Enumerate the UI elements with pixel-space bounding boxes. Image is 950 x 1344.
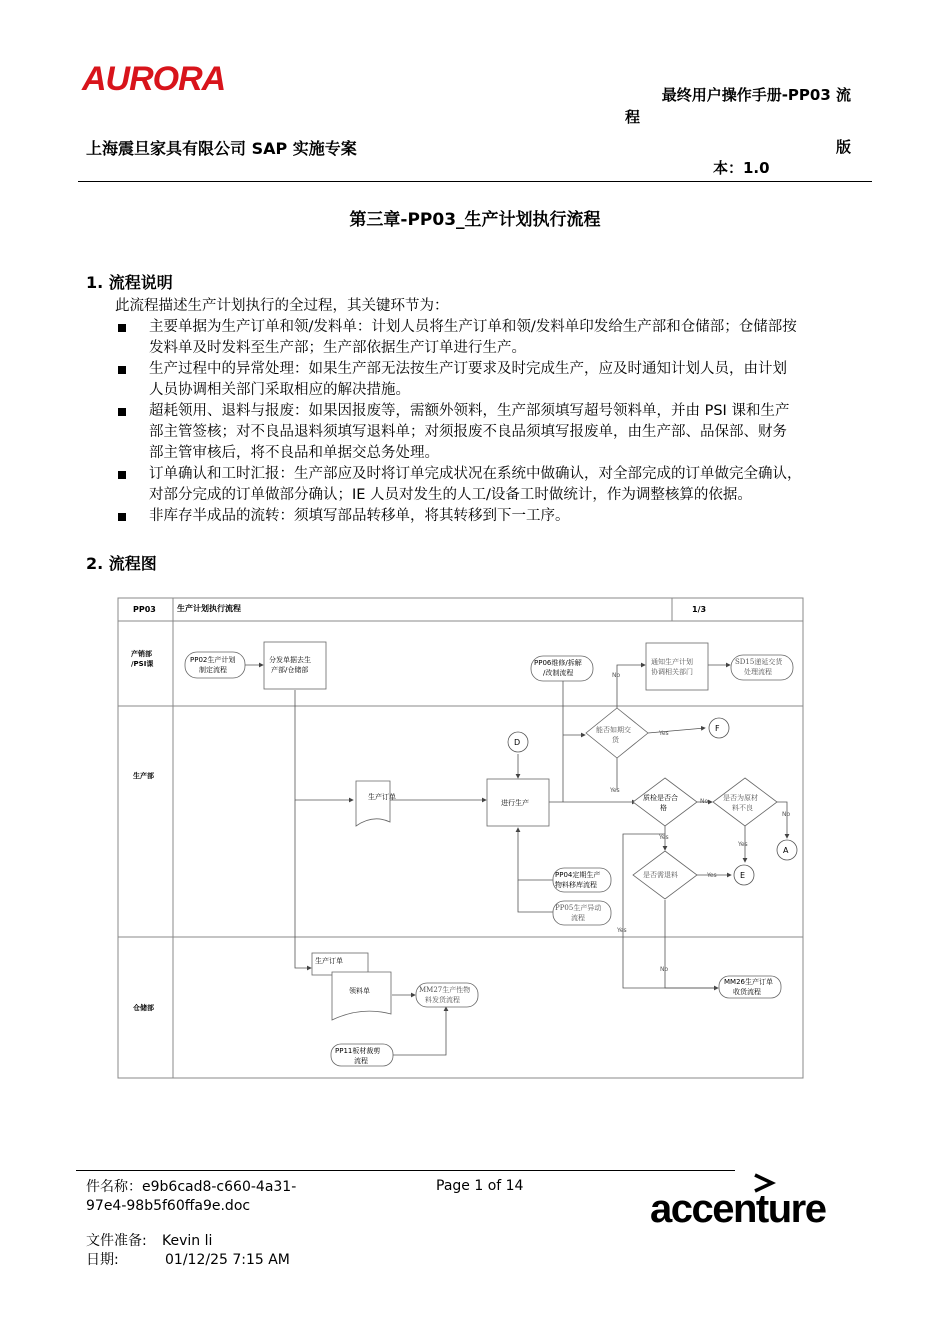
manual-title-line2: 程 [625,108,641,126]
bullet-line: 人员协调相关部门采取相应的解决措施。 [149,382,410,398]
version-value: 本：1.0 [713,159,770,177]
node-mm26-l2: 收货流程 [733,988,761,996]
company-project: 上海震旦家具有限公司 SAP 实施专案 [86,139,357,158]
node-qc-l2: 格 [660,804,667,812]
footer-rule [76,1170,735,1171]
node-prod-order: 生产订单 [368,793,396,801]
lane-psi-line1: 产销部 [131,650,152,658]
node-sd15-l1: SD15递延交货 [735,658,783,666]
bullet-line: 部主管审核后，将不良品和单据交总务处理。 [149,445,439,461]
connector-a: A [783,846,789,855]
node-return-q: 是否需退料 [643,871,678,879]
node-pp02-l1: PP02生产计划 [190,656,236,664]
node-pp11-l2: 流程 [354,1057,368,1065]
label-no: No [782,811,791,818]
flow-page: 1/3 [692,605,707,614]
node-pp06-l1: PP06维修/拆解 [534,659,582,667]
node-sd15-l2: 处理流程 [744,668,772,676]
node-raw-l2: 料不良 [732,804,753,812]
node-in-production: 进行生产 [501,799,529,807]
version-label: 版 [836,138,852,156]
lane-production: 生产部 [133,772,154,780]
node-mm27-l2: 料发货流程 [425,996,460,1004]
label-yes: Yes [659,834,669,841]
footer-filename [86,1178,296,1216]
bullet-line: 非库存半成品的流转：须填写部品转移单，将其转移到下一工序。 [149,508,570,524]
label-no: No [700,798,709,805]
node-material-slip: 领料单 [349,987,370,995]
bullet-line: 主要单据为生产订单和领/发料单：计划人员将生产订单和领/发料单印发给生产部和仓储部；仓储部按 [149,319,797,335]
footer-date-value: 01/12/25 7:15 AM [165,1252,290,1268]
label-no: No [660,966,669,973]
node-pp04-l2: 物料移库流程 [555,881,597,889]
label-yes: Yes [617,927,627,934]
node-pp05-l2: 流程 [571,914,585,922]
footer-filename-line2: 97e4-98b5f60ffa9e.doc [86,1198,251,1214]
node-mm27-l1: MM27生产性物 [419,986,471,994]
section2-heading: 2. 流程图 [86,554,157,573]
node-pp06-l2: /改制流程 [543,669,574,677]
label-yes: Yes [659,730,669,737]
manual-title-line1: 最终用户操作手册-PP03 流 [661,86,851,104]
footer-filename-line1: 件名称：e9b6cad8-c660-4a31- [86,1179,297,1195]
footer-prepared-value: Kevin li [162,1233,213,1249]
node-mm26-l1: MM26生产订单 [724,978,773,986]
label-yes: Yes [707,872,717,879]
label-yes: Yes [610,787,620,794]
lane-psi-line2: /PSI课 [131,660,154,668]
bullet-line: 订单确认和工时汇报：生产部应及时将订单完成状况在系统中做确认，对全部完成的订单做完全确认， [149,466,802,482]
node-on-time-l2: 货 [612,736,619,744]
node-dispatch-l1: 分发单据去生 [269,656,311,664]
label-no: No [612,672,621,679]
node-notify-l1: 通知生产计划 [651,658,693,666]
node-qc-l1: 质检是否合 [643,794,678,802]
node-notify-l2: 协调相关部门 [651,668,693,676]
node-pp11-l1: PP11板材裁剪 [335,1047,381,1055]
accenture-logo: accenture [650,1187,826,1231]
node-dispatch-l2: 产部/仓储部 [271,666,309,674]
bullet-line: 超耗领用、退料与报废：如果因报废等，需额外领料，生产部须填写超号领料单，并由 PSI 课和生产 [149,403,790,419]
aurora-logo: AURORA [82,60,226,98]
bullet-line: 生产过程中的异常处理：如果生产部无法按生产订要求及时完成生产，应及时通知计划人员，由计划 [149,361,787,377]
node-pp02-l2: 制定流程 [199,666,227,674]
connector-f: F [715,724,720,733]
node-pp05-l1: PP05生产异动 [555,904,602,912]
node-wh-prod-order: 生产订单 [315,957,343,965]
flow-title: 生产计划执行流程 [177,604,241,613]
label-yes: Yes [738,841,748,848]
section1-intro: 此流程描述生产计划执行的全过程，其关键环节为： [115,298,449,314]
footer-date-label: 日期: [86,1252,119,1268]
node-pp04-l1: PP04定期生产 [555,871,601,879]
chapter-title: 第三章-PP03_生产计划执行流程 [349,210,601,230]
section1-heading: 1. 流程说明 [86,273,173,292]
connector-e: E [740,871,746,880]
bullet-line: 部主管签核；对不良品退料须填写退料单；对须报废不良品须填写报废单，由生产部、品保部、财务 [149,424,787,440]
bullet-line: 对部分完成的订单做部分确认；IE 人员对发生的人工/设备工时做统计，作为调整核算的依据。 [149,487,752,503]
lane-warehouse: 仓储部 [133,1004,154,1012]
footer-prepared-label: 文件准备: [86,1233,147,1249]
node-on-time-l1: 能否如期交 [596,726,631,734]
flow-code: PP03 [133,605,156,614]
footer-page: Page 1 of 14 [436,1178,524,1194]
bullet-line: 发料单及时发料至生产部；生产部依据生产订单进行生产。 [149,340,526,356]
connector-d: D [514,738,521,747]
node-raw-l1: 是否为原材 [723,794,758,802]
